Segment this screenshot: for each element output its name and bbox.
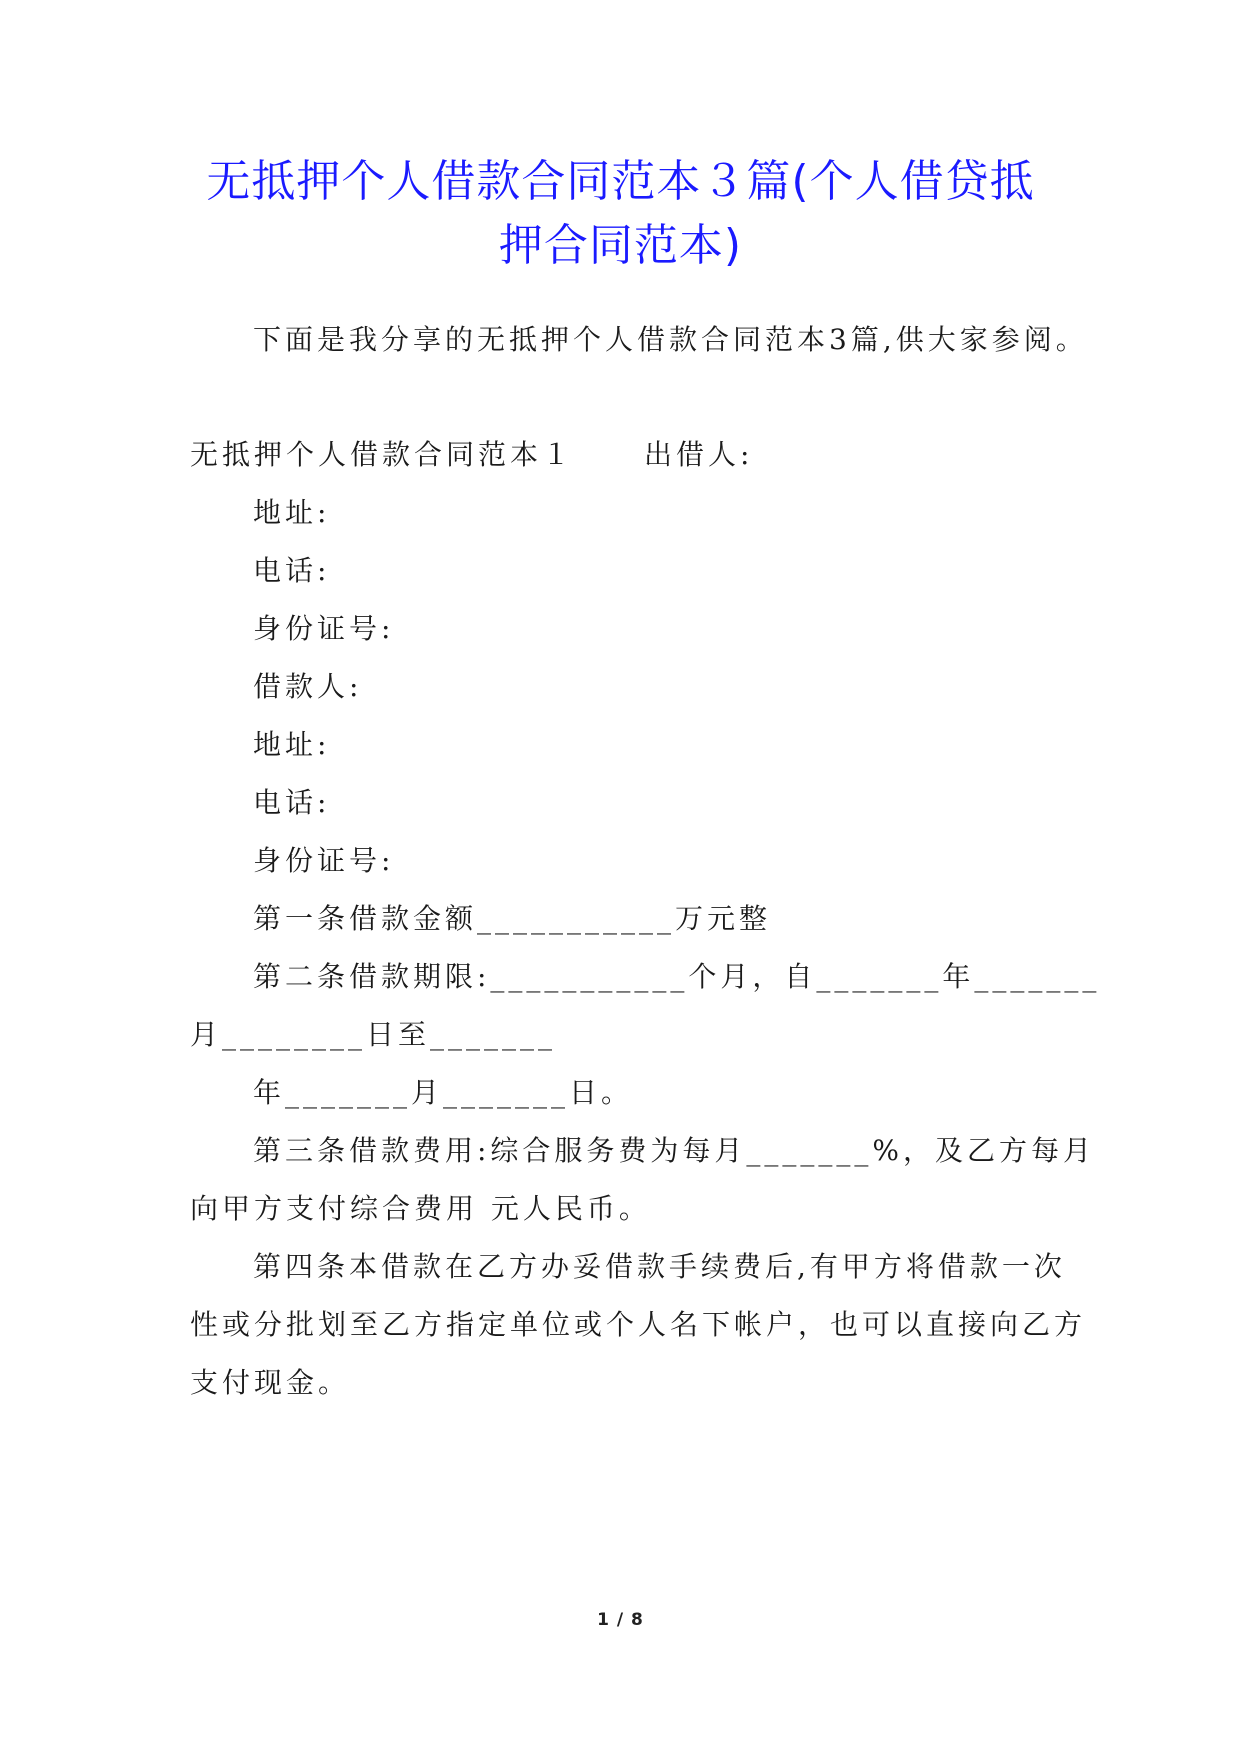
intro-paragraph: 下面是我分享的无抵押个人借款合同范本3篇,供大家参阅。 [253, 323, 1088, 356]
article-1: 第一条借款金额___________万元整 [253, 902, 772, 935]
article-4-line-2: 性或分批划至乙方指定单位或个人名下帐户，也可以直接向乙方 [190, 1308, 1087, 1341]
article-3-line-2: 向甲方支付综合费用 元人民币。 [190, 1192, 651, 1225]
document-title [150, 150, 1091, 278]
lender-id: 身份证号: [253, 612, 395, 645]
section-heading: 无抵押个人借款合同范本１ [190, 438, 575, 471]
article-4-line-3: 支付现金。 [190, 1366, 351, 1399]
borrower-id: 身份证号: [253, 844, 395, 877]
article-2-line-1: 第二条借款期限:___________个月，自_______年_______ [253, 960, 1101, 993]
section-heading-row [190, 435, 753, 475]
borrower-phone: 电话: [253, 786, 331, 819]
title-line-2: 押合同范本) [498, 220, 743, 271]
article-2-line-3: 年_______月_______日。 [253, 1076, 634, 1109]
article-3-line-1: 第三条借款费用:综合服务费为每月_______%，及乙方每月 [253, 1134, 1096, 1167]
lender-address: 地址: [253, 496, 331, 529]
borrower-label: 借款人: [253, 670, 363, 703]
article-2-line-2: 月________日至_______ [190, 1018, 557, 1051]
lender-label: 出借人: [644, 438, 754, 471]
title-line-1: 无抵押个人借款合同范本３篇(个人借贷抵 [206, 156, 1035, 207]
article-4-line-1: 第四条本借款在乙方办妥借款手续费后,有甲方将借款一次 [253, 1250, 1066, 1283]
lender-phone: 电话: [253, 554, 331, 587]
borrower-address: 地址: [253, 728, 331, 761]
page-indicator: 1 / 8 [597, 1610, 644, 1630]
